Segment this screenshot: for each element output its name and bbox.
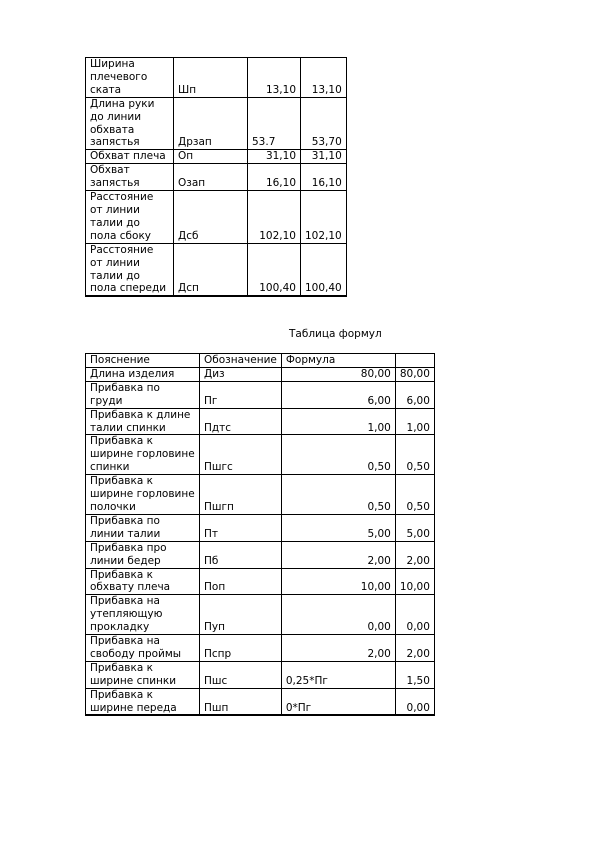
formula-value: 5,00 — [281, 514, 395, 541]
formula-result: 1,00 — [395, 408, 434, 435]
formula-value: 1,00 — [281, 408, 395, 435]
formula-result: 0,50 — [395, 475, 434, 515]
formula-value: 80,00 — [281, 367, 395, 381]
formula-value: 0,50 — [281, 475, 395, 515]
formula-result: 6,00 — [395, 381, 434, 408]
table-row — [86, 243, 347, 296]
formula-value: 2,00 — [281, 635, 395, 662]
measurement-result: 16,10 — [301, 164, 347, 191]
formula-name: Прибавка по линии талии — [86, 514, 200, 541]
formula-value: 0,50 — [281, 435, 395, 475]
table-row — [86, 688, 435, 715]
formula-name: Прибавка про линии бедер — [86, 541, 200, 568]
formula-code: Пб — [200, 541, 282, 568]
formula-name: Прибавка на утепляющую прокладку — [86, 595, 200, 635]
formula-value: 0,00 — [281, 595, 395, 635]
formula-table-caption: Таблица формул — [289, 328, 382, 340]
formula-result: 2,00 — [395, 541, 434, 568]
table-row — [86, 514, 435, 541]
formula-name: Прибавка к ширине переда — [86, 688, 200, 715]
measurement-result: 102,10 — [301, 191, 347, 244]
measurement-value: 31,10 — [248, 150, 301, 164]
formula-result: 0,50 — [395, 435, 434, 475]
formula-result: 0,00 — [395, 688, 434, 715]
measurement-code: Оп — [174, 150, 248, 164]
formula-name: Длина изделия — [86, 367, 200, 381]
formula-value: 6,00 — [281, 381, 395, 408]
measurement-result: 13,10 — [301, 58, 347, 98]
formula-name: Прибавка к ширине горловине полочки — [86, 475, 200, 515]
measurement-value: 53.7 — [248, 97, 301, 150]
measurement-name: Длина руки до линии обхвата запястья — [86, 97, 174, 150]
formula-result: 10,00 — [395, 568, 434, 595]
formula-result: 0,00 — [395, 595, 434, 635]
formula-name: Прибавка к длине талии спинки — [86, 408, 200, 435]
measurement-code: Шп — [174, 58, 248, 98]
formula-name: Прибавка по груди — [86, 381, 200, 408]
measurement-value: 16,10 — [248, 164, 301, 191]
formula-result: 80,00 — [395, 367, 434, 381]
measurement-name: Расстояние от линии талии до пола сбоку — [86, 191, 174, 244]
table-row — [86, 150, 347, 164]
formula-code: Пшгп — [200, 475, 282, 515]
measurement-value: 100,40 — [248, 243, 301, 296]
measurement-result: 100,40 — [301, 243, 347, 296]
formula-name: Прибавка к обхвату плеча — [86, 568, 200, 595]
formula-result: 5,00 — [395, 514, 434, 541]
formula-value: 0,25*Пг — [281, 661, 395, 688]
formula-value: 2,00 — [281, 541, 395, 568]
table-row — [86, 661, 435, 688]
formula-code: Пг — [200, 381, 282, 408]
measurement-name: Расстояние от линии талии до пола спереди — [86, 243, 174, 296]
table-row — [86, 97, 347, 150]
measurement-code: Дрзап — [174, 97, 248, 150]
formula-name: Прибавка к ширине спинки — [86, 661, 200, 688]
table-row — [86, 435, 435, 475]
formula-result: 2,00 — [395, 635, 434, 662]
table-row — [86, 164, 347, 191]
table-row — [86, 541, 435, 568]
formula-code: Пт — [200, 514, 282, 541]
formula-value: 0*Пг — [281, 688, 395, 715]
measurement-code: Дсп — [174, 243, 248, 296]
table-header-row — [86, 354, 435, 368]
formula-name: Прибавка к ширине горловине спинки — [86, 435, 200, 475]
table-row — [86, 408, 435, 435]
measurement-name: Обхват запястья — [86, 164, 174, 191]
formula-code: Пшп — [200, 688, 282, 715]
table-row — [86, 191, 347, 244]
measurement-result: 31,10 — [301, 150, 347, 164]
table-row — [86, 475, 435, 515]
formula-code: Пдтс — [200, 408, 282, 435]
measurement-name: Обхват плеча — [86, 150, 174, 164]
measurement-code: Дсб — [174, 191, 248, 244]
formula-code: Пшс — [200, 661, 282, 688]
formula-code: Поп — [200, 568, 282, 595]
measurement-value: 13,10 — [248, 58, 301, 98]
table-row — [86, 367, 435, 381]
formula-name: Прибавка на свободу проймы — [86, 635, 200, 662]
measurement-value: 102,10 — [248, 191, 301, 244]
formula-code: Пшгс — [200, 435, 282, 475]
table-row — [86, 58, 347, 98]
measurement-name: Ширина плечевого ската — [86, 58, 174, 98]
column-header-explanation: Пояснение — [86, 354, 200, 368]
measurement-code: Озап — [174, 164, 248, 191]
table-row — [86, 568, 435, 595]
formula-code: Пспр — [200, 635, 282, 662]
formula-code: Пуп — [200, 595, 282, 635]
formula-value: 10,00 — [281, 568, 395, 595]
table-row — [86, 635, 435, 662]
column-header-result — [395, 354, 434, 368]
column-header-designation: Обозначение — [200, 354, 282, 368]
formula-result: 1,50 — [395, 661, 434, 688]
table-row — [86, 381, 435, 408]
table-row — [86, 595, 435, 635]
measurement-result: 53,70 — [301, 97, 347, 150]
formula-table — [85, 353, 435, 716]
measurements-table — [85, 57, 347, 297]
formula-code: Диз — [200, 367, 282, 381]
column-header-formula: Формула — [281, 354, 395, 368]
